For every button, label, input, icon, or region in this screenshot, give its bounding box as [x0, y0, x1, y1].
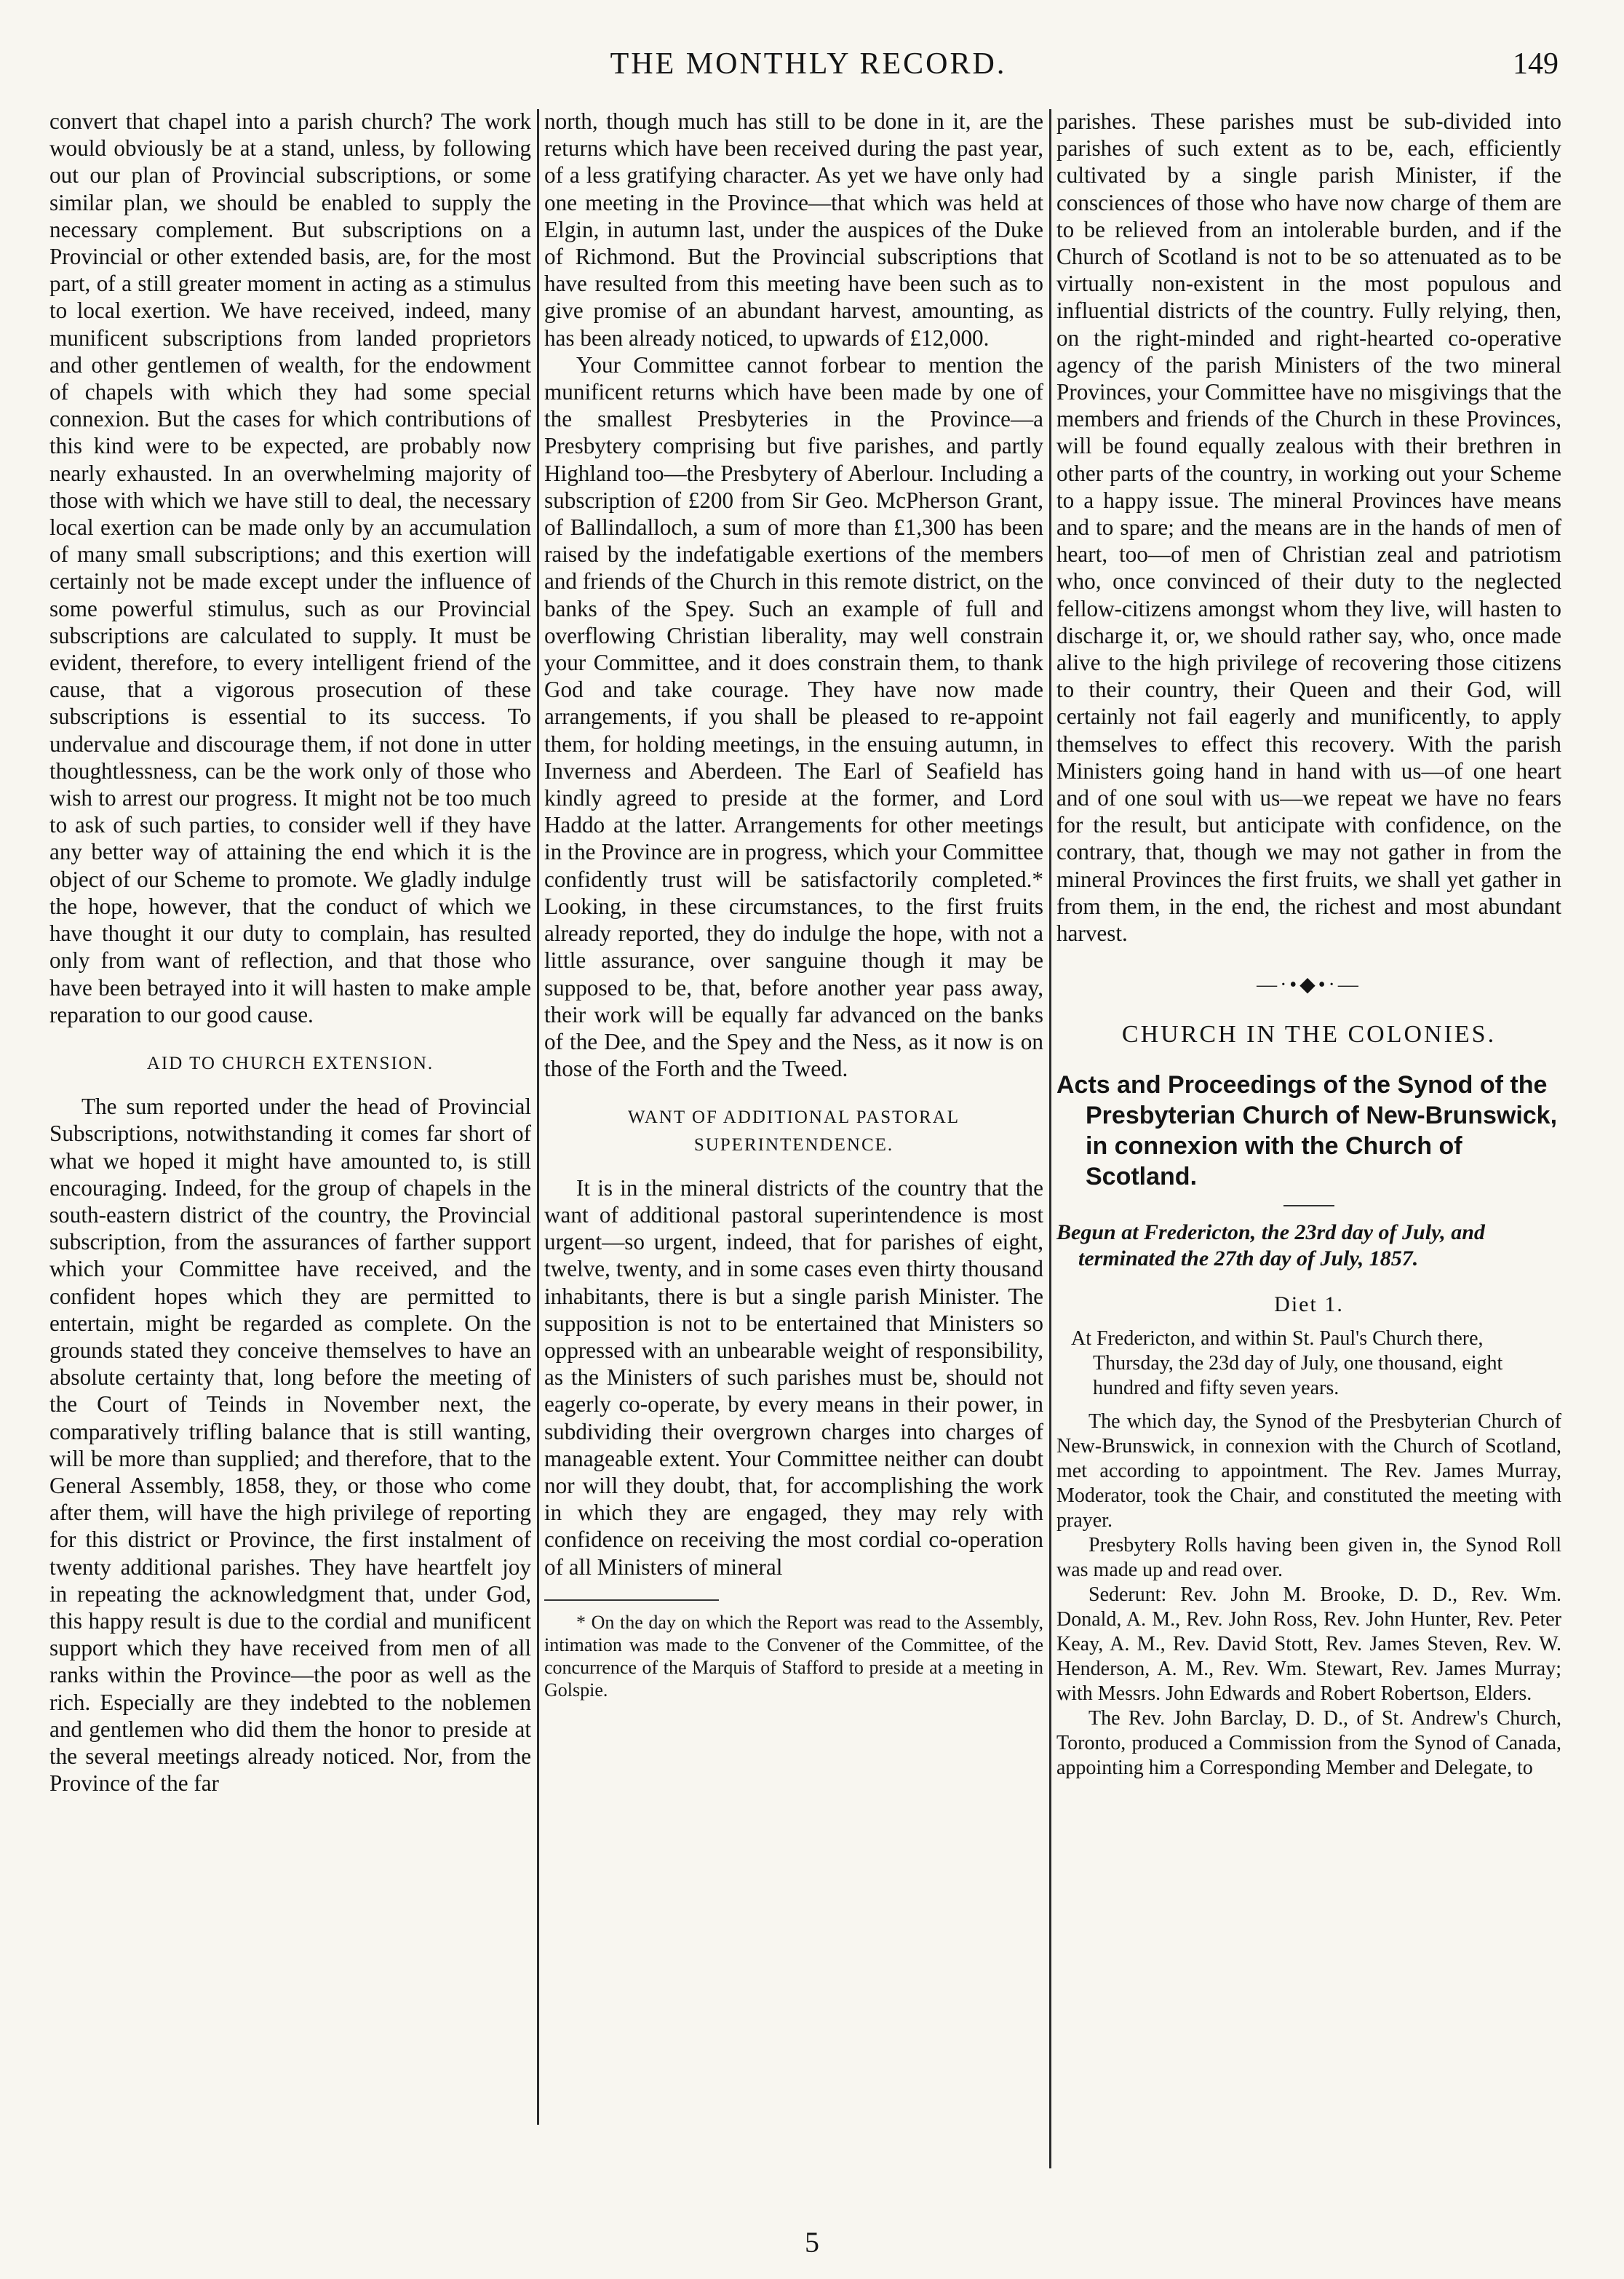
paragraph: convert that chapel into a parish church? The work would obviously be at a stand, unless, by following out our plan of Provincial subscriptions, or some similar plan, we should be enabled to supply the necessary complement. But subscriptions on a Provincial or other extended basis, are, for the most part, of a still greater moment in acting as a stimulus to local exertion. We have received, indeed, many munificent subscriptions from landed proprietors and other gentlemen of wealth, for the endowment of chapels with which they had some special connexion. But the cases for which contributions of this kind were to be expected, are probably now nearly exhausted. In an overwhelming majority of those with which we have still to deal, the necessary local exertion can be made only by an accumulation of many small subscriptions; and this exertion will certainly not be made except under the influence of some powerful stimulus, such as our Provincial subscriptions are calculated to supply. It must be evident, therefore, to every intelligent friend of the cause, that a vigorous prosecution of these subscriptions is essential to its success. To undervalue and discourage them, if not done in utter thoughtlessness, can be the work only of those who wish to arrest our progress. It might not be too much to ask of such parties, to consider well if they have any better way of attaining the end which it is the object of our Scheme to promote. We gladly indulge the hope, however, that the conduct of which we have thought it our duty to complain, has resulted only from want of reflection, and that those who have been betrayed into it will hasten to make ample reparation to our good cause.	[49, 108, 531, 1027]
short-rule	[1283, 1205, 1334, 1206]
footnote: * On the day on which the Report was read to the Assembly, intimation was made to the Convener of the Committee, of the concurrence of the Marquis of Stafford to preside at a meeting in Golspie.	[544, 1611, 1043, 1701]
footnote-rule	[544, 1599, 719, 1601]
page-number: 149	[1513, 47, 1559, 81]
paragraph: At Fredericton, and within St. Paul's Church there, Thursday, the 23d day of July, one thousand, eight hundred and fifty seven years.	[1071, 1327, 1503, 1399]
section-title-colonies: CHURCH IN THE COLONIES.	[1121, 1020, 1497, 1048]
column-middle	[544, 108, 1043, 2174]
paragraph: The which day, the Synod of the Presbyterian Church of New-Brunswick, in connexion with the Church of Scotland, met according to appointment. The Rev. James Murray, Moderator, took the Chair, and constituted the meeting with prayer.	[1056, 1409, 1561, 1532]
paragraph: The sum reported under the head of Provincial Subscriptions, notwithstanding it comes far short of what we hoped it might have amounted to, is still encouraging. Indeed, for the group of chapels in the south-eastern district of the country, the Provincial subscription, from the assurances of farther support which your Committee have received, and the confident hopes which they are permitted to entertain, might be regarded as complete. On the grounds stated they conceive themselves to have an absolute certainty that, long before the meeting of the Court of Teinds in November next, the comparatively trifling balance that is still wanting, will be more than supplied; and therefore, that to the General Assembly, 1858, they, or those who come after them, will have the high privilege of reporting for this district or Province, the first instalment of twenty additional parishes. They have heartfelt joy in repeating the acknowledgment that, under God, this happy result is due to the cordial and munificent support which they have received from men of all ranks within the Province—the poor as well as the rich. Especially are they indebted to the noblemen and gentlemen who did them the honor to preside at the several meetings already noticed. Nor, from the Province of the far	[49, 1094, 531, 1797]
diet-heading: Diet 1.	[1274, 1292, 1344, 1316]
section-heading-aid: AID TO CHURCH EXTENSION.	[146, 1053, 434, 1073]
begun-line: Begun at Fredericton, the 23rd day of July, and terminated the 27th day of July, 1857.	[1056, 1220, 1485, 1270]
ornament-divider: —·•◆•·—	[1257, 974, 1361, 997]
column-right	[1056, 108, 1561, 2174]
column-rule-left	[537, 109, 539, 2125]
page-header	[44, 42, 1573, 86]
sederunt-paragraph: Sederunt: Rev. John M. Brooke, D. D., Rev. Wm. Donald, A. M., Rev. John Ross, Rev. John Hunter, Rev. Peter Keay, A. M., Rev. David Stott, Rev. James Steven, Rev. W. Henderson, A. M., Rev. Wm. Stewart, Rev. James Murray; with Messrs. John Edwards and Robert Robertson, Elders.	[1056, 1583, 1561, 1705]
running-title: THE MONTHLY RECORD.	[610, 47, 1007, 81]
section-heading-superintendence: WANT OF ADDITIONAL PASTORAL SUPERINTENDENCE.	[627, 1107, 960, 1155]
column-left	[49, 108, 531, 2174]
paragraph: north, though much has still to be done in it, are the returns which have been received during the past year, of a less gratifying character. As yet we have only had one meeting in the Province—that which was held at Elgin, in autumn last, under the auspices of the Duke of Richmond. But the Provincial subscriptions that have resulted from this meeting have been such as to give promise of an abundant harvest, amounting, as has been already noticed, to upwards of £12,000.	[544, 108, 1043, 351]
paragraph: Presbytery Rolls having been given in, the Synod Roll was made up and read over.	[1056, 1533, 1561, 1581]
signature-mark: 5	[805, 2226, 819, 2259]
paragraph: Your Committee cannot forbear to mention the munificent returns which have been made by one of the smallest Presbyteries in the Province—a Presbytery comprising but five parishes, and partly Highland too—the Presbytery of Aberlour. Including a subscription of £200 from Sir Geo. McPherson Grant, of Ballindalloch, a sum of more than £1,300 has been raised by the indefatigable exertions of the members and friends of the Church in this remote district, on the banks of the Spey. Such an example of full and overflowing Christian liberality, may well constrain your Committee, and it does constrain them, to thank God and take courage. They have now made arrangements, if you shall be pleased to re-appoint them, for holding meetings, in the ensuing autumn, in Inverness and Aberdeen. The Earl of Seafield has kindly agreed to preside at the former, and Lord Haddo at the latter. Arrangements for other meetings in the Province are in progress, which your Committee confidently trust will be satisfactorily completed.* Looking, in these circumstances, to the first fruits already reported, they do indulge the hope, with not a little assurance, over sanguine though it may be supposed to be, that, before another year pass away, their work will be equally far advanced on the banks of the Dee, and the Spey and the Ness, as it now is on those of the Forth and the Tweed.	[544, 351, 1043, 1082]
acts-title: Acts and Proceedings of the Synod of the Presbyterian Church of New-Brunswick, in connexion with the Church of Scotland.	[1056, 1070, 1558, 1190]
column-rule-right	[1049, 109, 1051, 2168]
paragraph: The Rev. John Barclay, D. D., of St. Andrew's Church, Toronto, produced a Commission from the Synod of Canada, appointing him a Corresponding Member and Delegate, to	[1056, 1706, 1561, 1779]
paragraph: parishes. These parishes must be sub-divided into parishes of such extent as to be, each, efficiently cultivated by a single parish Minister, if the consciences of those who have now charge of them are to be relieved from an intolerable burden, and if the Church of Scotland is not to be so attenuated as to be virtually non-existent in the most populous and influential districts of the country. Fully relying, then, on the right-minded and right-hearted co-operative agency of the parish Ministers of the two mineral Provinces, your Committee have no misgivings that the members and friends of the Church in these Provinces, will be found equally zealous with their brethren in other parts of the country, in working out your Scheme to a happy issue. The mineral Provinces have means and to spare; and the means are in the hands of men of heart, too—of men of Christian zeal and patriotism who, once convinced of their duty to the neglected fellow-citizens amongst whom they live, will hasten to discharge it, or, we should rather say, who, once made alive to the high privilege of recovering those citizens to their country, their Queen and their God, will certainly not fail eagerly and munificently, to apply themselves to effect this recovery. With the parish Ministers going hand in hand with us—of one heart and of one soul with us—we repeat we have no fears for the result, but anticipate with confidence, on the contrary, that, though we may not gather in from the mineral Provinces the first fruits, we shall yet gather in from them, in the end, the richest and most abundant harvest.	[1056, 108, 1561, 947]
paragraph: It is in the mineral districts of the country that the want of additional pastoral superintendence is most urgent—so urgent, indeed, that for parishes of eight, twelve, twenty, and in some cases even thirty thousand inhabitants, there is but a single parish Minister. The supposition is not to be entertained that Ministers so oppressed with an unbearable weight of responsibility, as the Ministers of such parishes must be, should not eagerly co-operate, by every means in their power, in subdividing their overgrown charges into charges of manageable extent. Your Committee neither can doubt nor will they doubt, that, for accomplishing the work in which they are engaged, they may rely with confidence on receiving the most cordial co-operation of all Ministers of mineral	[544, 1174, 1043, 1580]
